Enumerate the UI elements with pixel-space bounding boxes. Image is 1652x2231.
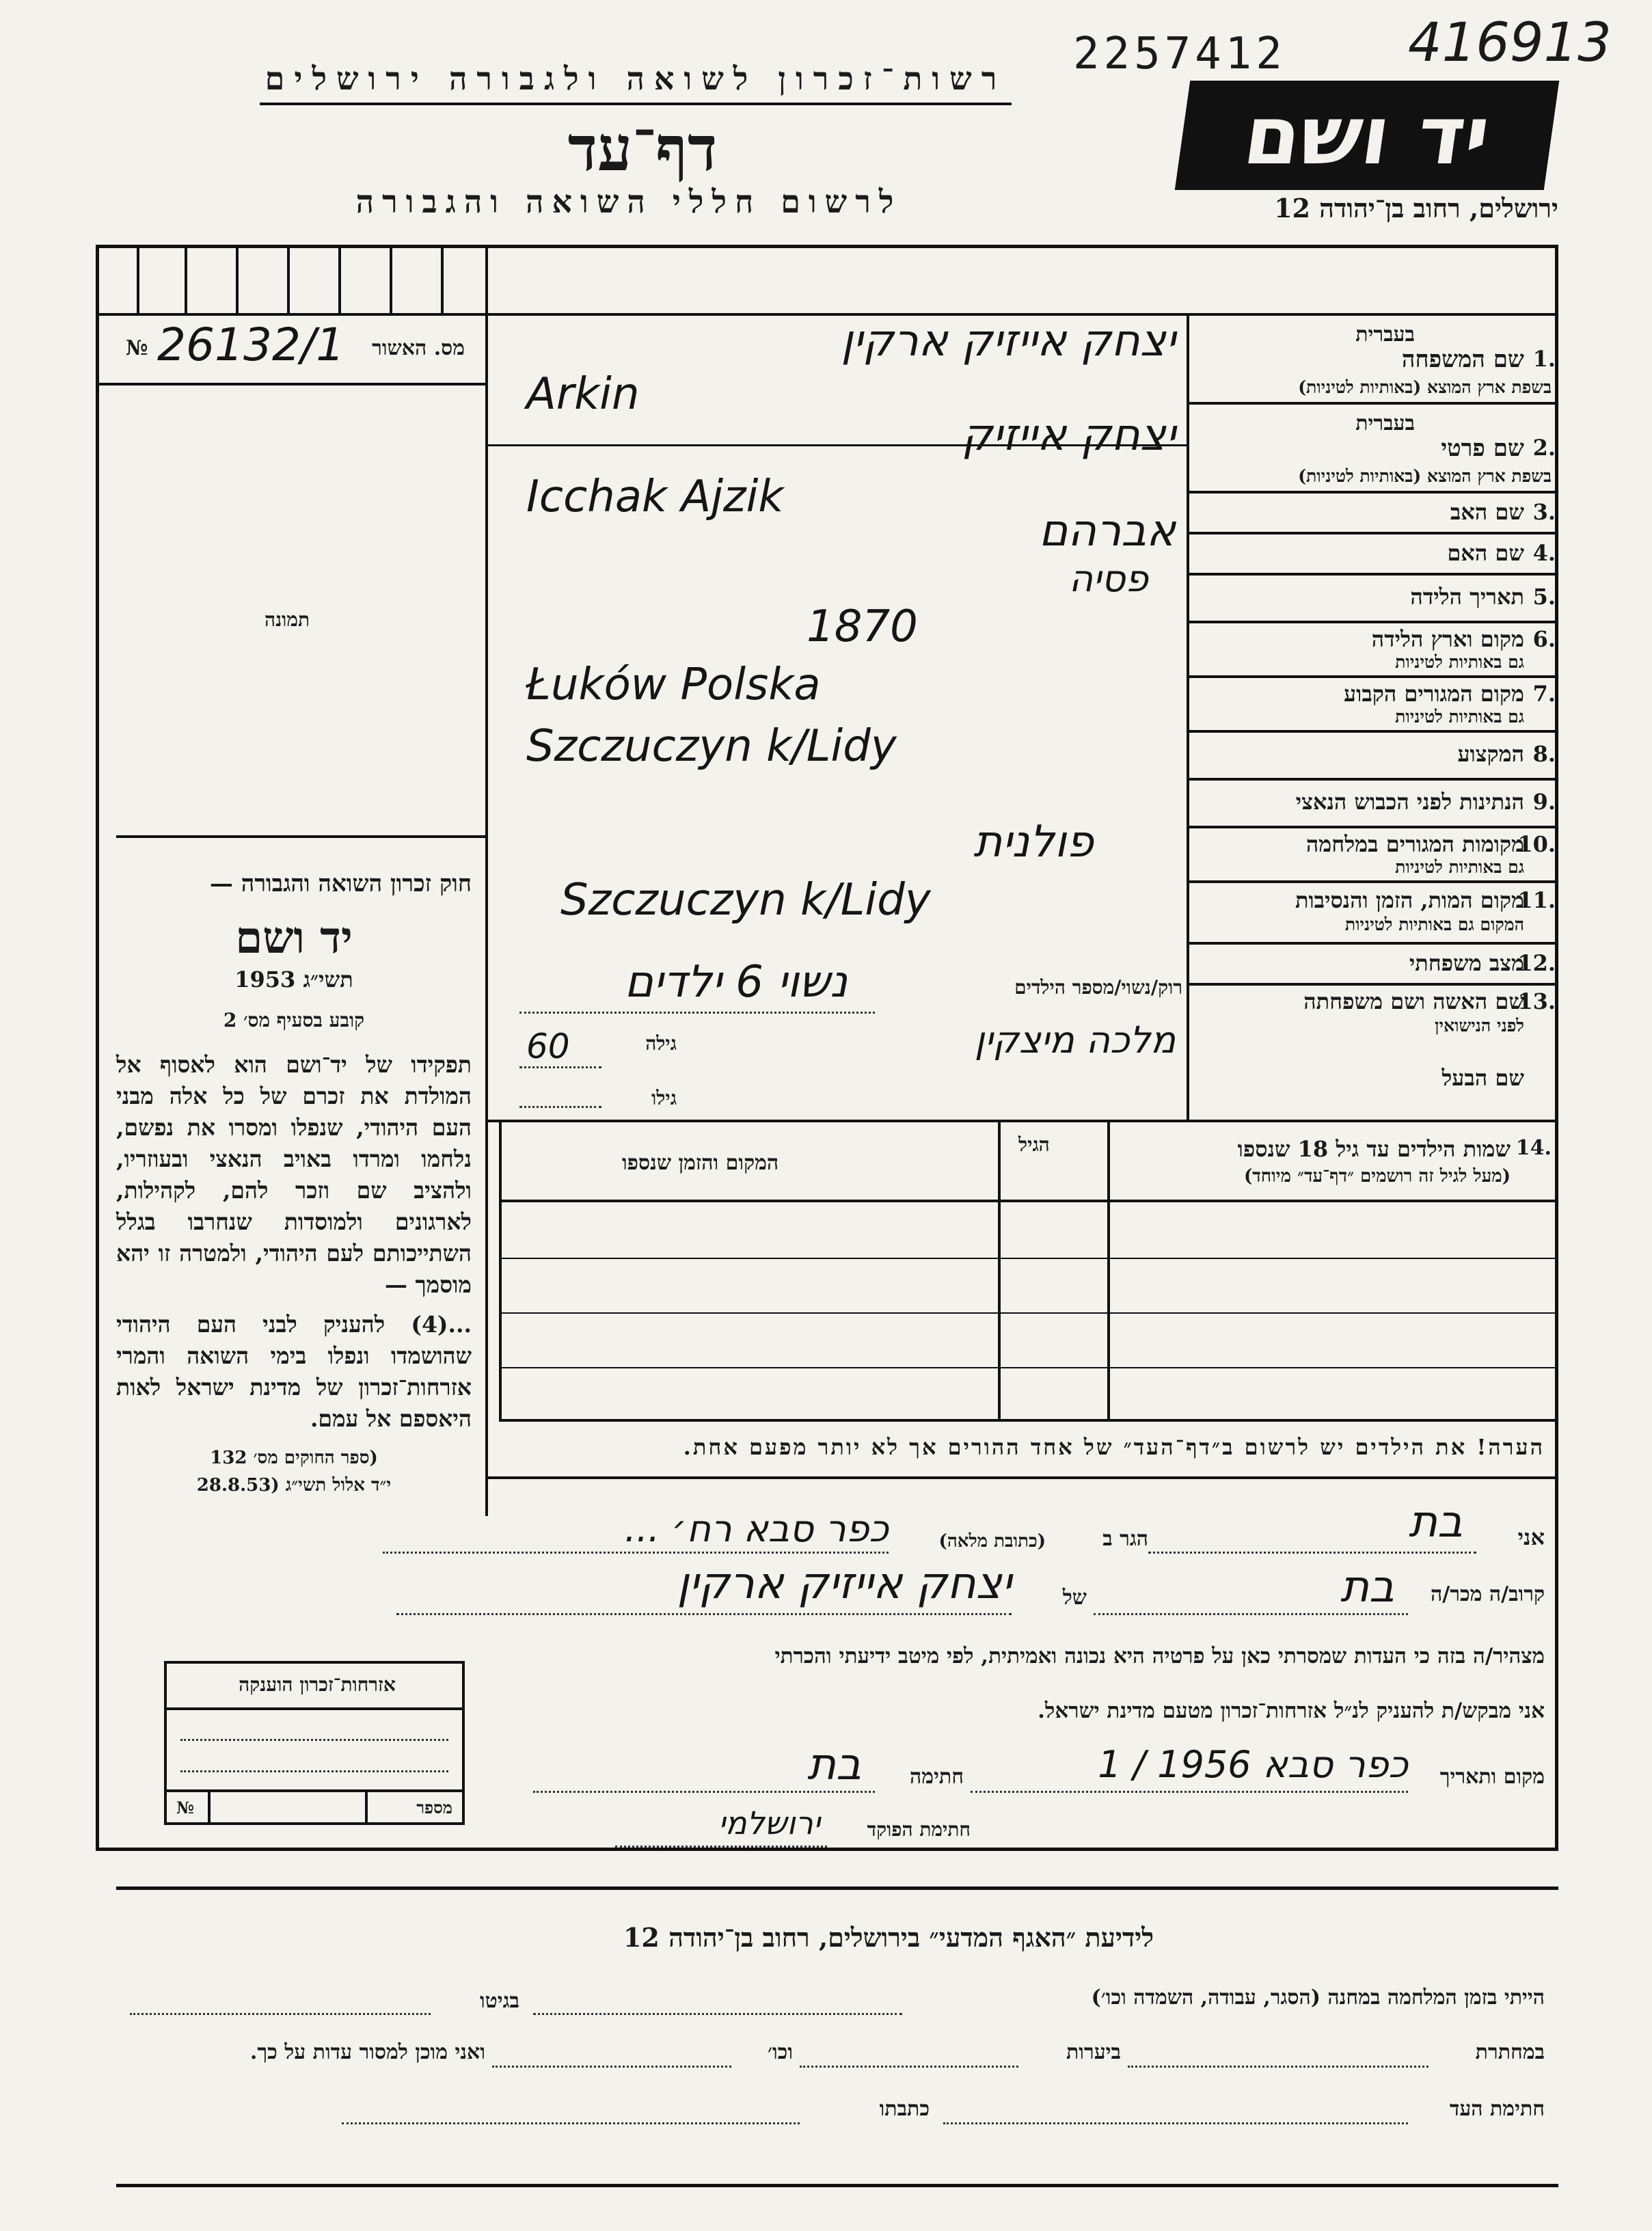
header-address: ירושלים, רחוב בן־יהודה 12 (1274, 193, 1558, 224)
given-name-num: 2. (1532, 435, 1556, 461)
decl-address-value: כפר סבא רח׳ ... (624, 1507, 889, 1550)
cert-number-area (116, 321, 472, 376)
row-birth-date (1189, 573, 1558, 621)
yad-vashem-logo: יד ושם (1175, 81, 1559, 190)
law-text-main: תפקידו של יד־ושם הוא לאסוף אל המולדת את זכרם של כל אלה מבני העם היהודי, שנפלו ומסרו את נפשם, נלחמו ומרדו באויב הנאצי ובעוזריו, ולהציב שם וזכר להם, לקהילות, לארגונים ולמוסדות שנחרבו בגלל השתייכותם לעם היהודי, ולמטרה זו יהא מוסמך — (116, 1051, 472, 1298)
wartime-num: 10. (1517, 831, 1556, 857)
marital-status-label: מצב משפחתי (1409, 950, 1524, 976)
birth-date-label: תאריך הלידה (1410, 584, 1524, 610)
law-year: תשי״ג 1953 (234, 966, 353, 992)
decl-request: אני מבקש/ת להעניק לנ״ל אזרחות־זכרון מטעם מדינת ישראל. (1038, 1699, 1545, 1723)
children-num: 14. (1515, 1136, 1552, 1160)
row-surname (1189, 313, 1558, 402)
decl-name-dots (1148, 1552, 1476, 1554)
father-num: 3. (1532, 499, 1556, 525)
surname-latin-value: Arkin (526, 369, 640, 420)
bottom-witness-sig-label: חתימת העד (1449, 2097, 1545, 2121)
surname-hebrew-tag: בעברית (1355, 323, 1415, 347)
wartime-label: מקומות המגורים במלחמה (1305, 831, 1524, 857)
father-label: שם האב (1450, 499, 1524, 525)
bottom-camp-line: הייתי בזמן המלחמה במחנה (הסגר, עבודה, השמדה וכו׳) (1091, 1986, 1545, 2010)
form-subtitle: לרשום חללי השואה והגבורה (355, 183, 902, 220)
bottom-ready-text: ואני מוכן למסור עדות על כך. (249, 2040, 485, 2064)
decl-place-date-dots (971, 1791, 1408, 1793)
decl-officer-value: ירושלמי (718, 1804, 820, 1841)
residence-value: Szczuczyn k/Lidy (526, 721, 897, 772)
row-wartime-residence (1189, 826, 1558, 880)
wife-name-value: מלכה מיצקין (974, 1018, 1176, 1062)
cert-number-value: 26132/1 (157, 319, 345, 371)
cert-box-no: № (176, 1798, 195, 1817)
bottom-etc-label: וכו׳ (768, 2040, 793, 2064)
nationality-num: 9. (1532, 789, 1556, 815)
decl-resident-label: הגר ב (1102, 1527, 1148, 1551)
marital-dots (519, 1012, 875, 1014)
bottom-underground-dots (1128, 2066, 1428, 2068)
wife-num: 13. (1517, 988, 1556, 1014)
death-sub: המקום גם באותיות לטיניות (1344, 915, 1524, 934)
surname-sub: בשפת ארץ המוצא (באותיות לטיניות) (1298, 377, 1552, 397)
children-remark: הערה! את הילדים יש לרשום ב״דף־העד״ של אחד ההורים אך לא יותר מפעם אחת. (683, 1434, 1545, 1460)
row-birth-place (1189, 621, 1558, 675)
birth-place-value: Łuków Polska (526, 660, 821, 710)
row-father (1189, 491, 1558, 532)
decl-address-hint: (כתובת מלאה) (938, 1531, 1046, 1552)
decl-place-date-value: כפר סבא 1956 / 1 (1098, 1743, 1408, 1786)
wife-age-label: גילה (645, 1032, 677, 1055)
residence-label: מקום המגורים הקבוע (1344, 681, 1524, 707)
bottom-camp-dots (533, 2013, 902, 2015)
bottom-forests-label: ביערות (1066, 2040, 1121, 2064)
row-marital (1189, 942, 1558, 983)
cert-number-label: מס. האשור (372, 336, 465, 360)
given-latin-value: Icchak Ajzik (526, 472, 784, 522)
death-label: מקום המות, הזמן והנסיבות (1295, 887, 1524, 913)
decl-ani: אני (1517, 1524, 1545, 1550)
wife-age-dots (519, 1066, 601, 1068)
bottom-etc-dots (492, 2066, 731, 2068)
surname-hebrew-value: יצחק אייזיק ארקין (841, 316, 1176, 366)
row-death (1189, 880, 1558, 942)
bottom-ghetto-dots (130, 2013, 431, 2015)
given-name-label: שם פרטי (1441, 435, 1524, 462)
bottom-ghetto-label: בגיטו (479, 1989, 519, 2013)
bottom-title: לידיעת ״האגף המדעי״ בירושלים, רחוב בן־יהודה 12 (623, 1922, 1154, 1953)
left-column-divider (485, 245, 488, 1516)
row-residence (1189, 675, 1558, 730)
decl-signature-value: בת (807, 1740, 861, 1790)
memorial-citizenship-box (164, 1661, 465, 1825)
husband-age-label: גילו (651, 1087, 677, 1109)
cert-box-title: אזרחות־זכרון הוענקה (239, 1673, 396, 1696)
birth-place-sub: גם באותיות לטיניות (1395, 652, 1524, 672)
death-num: 11. (1517, 887, 1556, 913)
law-text-clause4: ...(4) להעניק לבני העם היהודי שהושמדו ונפלו בימי השואה והמרי אזרחות־זכרון של מדינת ישראל לאות היאספם אל עמם. (116, 1311, 472, 1432)
husband-age-dots (519, 1106, 601, 1108)
handwritten-reference: 416913 (1408, 12, 1612, 74)
profession-label: המקצוע (1457, 741, 1524, 767)
given-name-sub: בשפת ארץ המוצא (באותיות לטיניות) (1298, 466, 1552, 486)
header-divider (260, 103, 1012, 105)
decl-relation-value: בת (1340, 1562, 1394, 1612)
photo-top-line (96, 383, 485, 386)
wife-sub: לפני הנישואין (1435, 1016, 1524, 1036)
law-source: (ספר החוקים מס׳ 132 (210, 1448, 378, 1468)
mother-value: פסיה (1068, 557, 1148, 600)
residence-sub: גם באותיות לטיניות (1395, 707, 1524, 727)
given-hebrew-tag: בעברית (1355, 411, 1415, 435)
surname-num: 1. (1532, 346, 1556, 372)
children-table (499, 1121, 1558, 1422)
bottom-underground-label: במחתרת (1475, 2040, 1545, 2064)
children-title: שמות הילדים עד גיל 18 שנספו (1237, 1136, 1511, 1162)
marital-status-num: 12. (1517, 950, 1556, 976)
decl-relative-label: קרוב/ה מכר/ה (1431, 1582, 1545, 1606)
row-mother (1189, 532, 1558, 573)
row-wife (1189, 983, 1558, 1120)
decl-address-dots (383, 1552, 889, 1554)
children-age-header: הגיל (1018, 1133, 1050, 1156)
wife-age-value: 60 (526, 1027, 570, 1066)
decl-relative-dots (396, 1613, 1012, 1615)
top-strip-cells (96, 245, 485, 313)
decl-signature-dots (533, 1791, 875, 1793)
mother-num: 4. (1532, 540, 1556, 566)
photo-label: תמונה (264, 608, 310, 631)
decl-name-value: בת (1408, 1497, 1463, 1547)
marital-count-label: רוק/נשוי/מספר הילדים (1014, 976, 1182, 999)
marital-value: נשוי 6 ילדים (624, 957, 848, 1008)
mother-label: שם האם (1447, 540, 1524, 566)
decl-relation-dots (1094, 1613, 1408, 1615)
bottom-forests-dots (800, 2066, 1018, 2068)
profession-num: 8. (1532, 741, 1556, 767)
birth-date-num: 5. (1532, 584, 1556, 610)
birth-place-label: מקום וארץ הלידה (1371, 626, 1524, 652)
serial-number: 2257412 (1073, 29, 1286, 79)
husband-label: שם הבעל (1441, 1065, 1524, 1091)
decl-officer-label: חתימת הפוקד (867, 1818, 971, 1841)
law-clause: קובע בסעיף מס׳ 2 (223, 1009, 365, 1031)
decl-signature-label: חתימה (910, 1765, 964, 1789)
cert-number-sign: № (126, 336, 148, 360)
law-title: חוק זכרון השואה והגבורה — (209, 870, 472, 897)
wartime-sub: גם באותיות לטיניות (1395, 857, 1524, 877)
children-place-header: המקום והזמן שנספו (622, 1151, 779, 1175)
birth-place-num: 6. (1532, 626, 1556, 652)
given-hebrew-value: יצחק אייזיק (961, 410, 1176, 461)
children-note: (מעל לגיל זה רושמים ״דף־עד״ מיוחד) (1243, 1166, 1511, 1187)
photo-bottom-line (116, 835, 485, 838)
top-strip-bottom (96, 313, 485, 316)
decl-officer-dots (615, 1845, 827, 1848)
law-name: יד ושם (235, 912, 353, 964)
birth-date-value: 1870 (807, 601, 918, 652)
row-nationality (1189, 778, 1558, 826)
decl-relative-value: יצחק אייזיק ארקין (677, 1558, 1012, 1609)
wartime-residence-value: Szczuczyn k/Lidy (560, 875, 931, 925)
cert-box-number-label: מספר (416, 1798, 452, 1817)
nationality-value: פולנית (973, 817, 1094, 867)
bottom-address-label: כתבתו (879, 2097, 930, 2121)
bottom-address-dots (342, 2122, 800, 2124)
field-labels (1189, 313, 1558, 1120)
form-title: דף־עד (567, 113, 718, 185)
row-profession (1189, 730, 1558, 778)
row-given-name (1189, 402, 1558, 491)
bottom-witness-sig-dots (943, 2122, 1408, 2124)
father-value: אברהם (1038, 506, 1176, 556)
decl-statement: מצהיר/ה בזה כי העדות שמסרתי כאן על פרטיה היא נכונה ואמיתית, לפי מיטב ידיעתי והכרתי (774, 1644, 1545, 1668)
decl-place-date-label: מקום ותאריך (1439, 1765, 1545, 1789)
decl-of-label: של (1062, 1586, 1087, 1610)
surname-label: שם המשפחה (1401, 346, 1524, 373)
law-date: י״ד אלול תשי״ג (28.8.53 (196, 1475, 392, 1496)
nationality-label: הנתינות לפני הכבוש הנאצי (1295, 789, 1524, 815)
authority-name: רשות־זכרון לשואה ולגבורה ירושלים (265, 60, 1007, 97)
remark-bottom-line (485, 1476, 1558, 1479)
residence-num: 7. (1532, 681, 1556, 707)
wife-label: שם האשה ושם משפחתה (1303, 988, 1524, 1014)
